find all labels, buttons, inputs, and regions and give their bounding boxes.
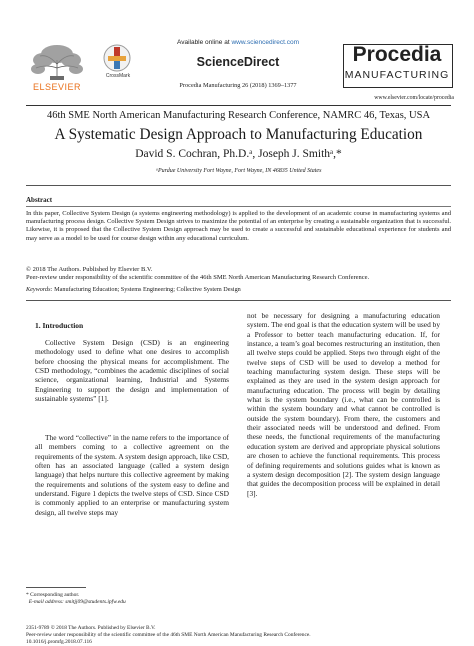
keywords-list: Manufacturing Education; Systems Engineering; Collective System Design <box>54 286 241 293</box>
keywords-divider <box>26 300 451 301</box>
footnote <box>26 592 276 606</box>
journal-homepage-link[interactable]: www.elsevier.com/locate/procedia <box>374 95 454 101</box>
procedia-logo-title: Procedia <box>352 43 442 66</box>
available-online-line <box>138 39 338 46</box>
crossmark-label: CrossMark <box>105 73 131 79</box>
paper-title: A Systematic Design Approach to Manufacturing Education <box>54 126 423 143</box>
body-paragraph: Collective System Design (CSD) is an engineering methodology used to define what one desires to accomplish before choosing the physical means for accomplishment. The CSD methodology, “combines the academic disciplines of social science, organizational learning, Industrial and Systems Engineering to support the design and implementation of sustainable systems” [1]. <box>35 338 229 404</box>
available-prefix: Available online at <box>176 39 230 46</box>
abstract-divider <box>26 206 451 207</box>
peer-review-line: Peer-review under responsibility of the scientific committee of the 46th SME North American Manufacturing Research Conference. <box>26 274 370 282</box>
elsevier-wordmark: ELSEVIER <box>32 82 82 92</box>
keywords-label: Keywords: <box>26 286 53 293</box>
abstract-body: In this paper, Collective System Design (a systems engineering methodology) is applied to the development of an academic course in manufacturing systems and manufacturing process design. Collective System Design strives to maximize the potential of an enterprise by creating a sustainable organization that is successful. Likewise, it is proposed that the Collective System Design approach may be used to create a successful and sustainable educational experience for students and may serve as a model to be used for course design within any educational curriculum. <box>26 210 451 242</box>
copyright-line: © 2018 The Authors. Published by Elsevier B.V. <box>26 266 153 273</box>
email-line <box>26 599 276 606</box>
issn-line: 2351-9789 © 2018 The Authors. Published by Elsevier B.V. <box>26 625 156 631</box>
page-footer <box>26 625 451 645</box>
email-label: E-mail address: <box>28 599 64 605</box>
footnote-divider <box>26 587 86 588</box>
crossmark-icon[interactable] <box>100 43 134 73</box>
author-affiliation: ᵃPurdue University Fort Wayne, Fort Wayne, IN 46835 United States <box>155 168 322 174</box>
author-list: David S. Cochran, Ph.D.ᵃ, Joseph J. Smithᵃ,* <box>135 148 342 160</box>
header-divider <box>26 105 451 106</box>
footer-peer-review-line: Peer-review under responsibility of the scientific committee of the 46th SME North American Manufacturing Research Conference. <box>26 631 311 638</box>
sciencedirect-link[interactable]: www.sciencedirect.com <box>231 39 300 46</box>
keywords-line <box>26 286 451 293</box>
copyright-block <box>26 266 451 282</box>
conference-line: 46th SME North American Manufacturing Research Conference, NAMRC 46, Texas, USA <box>46 110 431 121</box>
section-heading-introduction: 1. Introduction <box>35 321 84 330</box>
journal-citation: Procedia Manufacturing 26 (2018) 1369–1377 <box>179 82 297 89</box>
sciencedirect-wordmark: ScienceDirect <box>196 55 280 69</box>
abstract-heading: Abstract <box>26 196 53 204</box>
doi-line[interactable]: 10.1016/j.promfg.2018.07.116 <box>26 638 92 645</box>
title-divider <box>26 185 451 186</box>
email-address[interactable]: smitjj09@students.ipfw.edu <box>65 599 126 605</box>
procedia-logo-subtitle: MANUFACTURING <box>344 69 450 81</box>
corresponding-author-note: * Corresponding author. <box>26 592 80 598</box>
body-paragraph: not be necessary for designing a manufacturing education system. The end goal is that the education system will be used by a Professor to better teach manufacturing education. If, for instance, a team’s goal becomes restructuring an institution, then all twelve steps could be applied. Steps two through eight of the twelve steps of CSD will be used to develop a method for teaching manufacturing system design. These steps will be explained as they are used in the system design approach for manufacturing education. The process will begin by detailing what is the system boundary (i.e., what can be controlled is within the system boundary and what cannot be controlled is outside the system boundary). From there, the customers and their associated needs will be understood and defined. From these needs, the functional requirements of the manufacturing education system are derived and appropriate physical solutions are chosen to achieve the functional requirements. This process of defining requirements and solutions guides what is known as a system design decomposition [2]. The system design language that guides the decomposition process will be explained in detail [3]. <box>247 311 441 498</box>
body-paragraph: The word “collective” in the name refers to the importance of all members coming to a collective agreement on the requirements of the system. A system design approach, like CSD, often has an associated language (called a system design language) that helps nurture this collective agreement by making the requirements and solutions of the system easy to define and understand. Figure 1 depicts the twelve steps of CSD. Since CSD is commonly applied to an enterprise or manufacturing system design, all twelve steps may <box>35 433 229 517</box>
